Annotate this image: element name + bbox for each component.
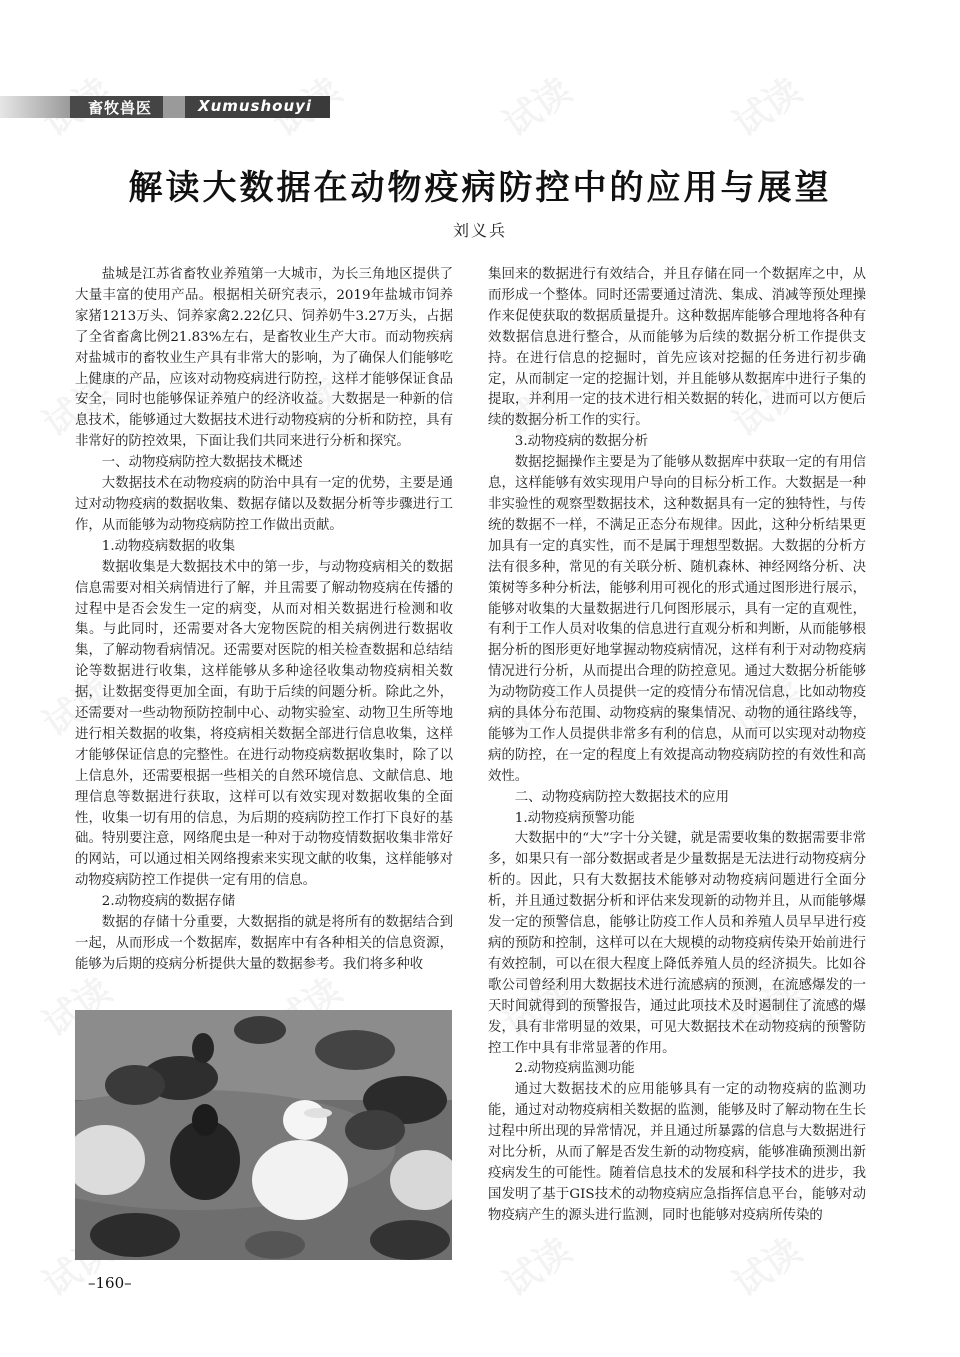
section-heading: 一、动物疫病防控大数据技术概述 xyxy=(101,455,303,471)
section-pinyin: Xumushouyi xyxy=(198,97,313,115)
right-column xyxy=(488,265,866,1227)
subsection-heading: 1.动物疫病预警功能 xyxy=(514,810,635,826)
header-gradient-strip xyxy=(0,96,70,118)
header-divider xyxy=(163,96,185,118)
ducks-photo xyxy=(75,1010,452,1260)
body-paragraph: 数据的存储十分重要，大数据指的就是将所有的数据结合到一起，从而形成一个数据库，数据库中有各种相关的信息资源，能够为后期的疫病分析提供大量的数据参考。我们将多种收 xyxy=(75,915,453,972)
section-heading: 二、动物疫病防控大数据技术的应用 xyxy=(514,789,730,805)
body-paragraph: 通过大数据技术的应用能够具有一定的动物疫病的监测功能，通过对动物疫病相关数据的监测，能够及时了解动物在生长过程中所出现的异常情况，并且通过所暴露的信息与大数据进行对比分析，从而了解是否发生新的动物疫病，能够准确预测出新疫病发生的可能性。随着信息技术的发展和科学技术的进步，我国发明了基于GIS技术的动物疫病应急指挥信息平台，能够对动物疫病产生的源头进行监测，同时也能够对疫病所传染的 xyxy=(488,1082,866,1223)
ducks-illustration xyxy=(75,1010,452,1260)
watermark xyxy=(722,64,810,147)
body-paragraph: 大数据技术在动物疫病的防治中具有一定的优势，主要是通过对动物疫病的数据收集、数据存储以及数据分析等步骤进行工作，从而能够为动物疫病防控工作做出贡献。 xyxy=(75,476,453,533)
article-author: 刘义兵 xyxy=(452,221,507,240)
left-column xyxy=(75,265,453,976)
body-paragraph: 数据挖掘操作主要是为了能够从数据库中获取一定的有用信息，这样能够有效实现用户导向的目标分析工作。大数据是一种非实验性的观察型数据技术，这种数据具有一定的独特性，与传统的数据不一样，不满足正态分布规律。因此，这种分析结果更加具有一定的真实性，而不是属于理想型数据。大数据的分析方法有很多种，常见的有关联分析、随机森林、神经网络分析、决策树等多种分析法，能够利用可视化的形式通过图形进行展示，能够对收集的大量数据进行几何图形展示，具有一定的直观性，有利于工作人员对收集的信息进行直观分析和判断，从而能够根据分析的图形更好地掌握动物疫病情况，这样有利于对动物疫病情况进行分析，从而提出合理的防控意见。通过大数据分析能够为动物防疫工作人员提供一定的疫情分布情况信息，比如动物疫病的具体分布范围、动物疫病的聚集情况、动物的通往路线等，能够为工作人员提供非常多有利的信息，从而可以实现对动物疫病的防控，在一定的程度上有效提高动物疫病防控的有效性和高效性。 xyxy=(488,455,866,784)
journal-section-header xyxy=(0,96,330,118)
section-name: 畜牧兽医 xyxy=(88,99,153,117)
page-number: –160– xyxy=(88,1274,132,1292)
watermark xyxy=(492,64,580,147)
watermark xyxy=(492,1224,580,1307)
subsection-heading: 1.动物疫病数据的收集 xyxy=(101,538,236,554)
subsection-heading: 2.动物疫病监测功能 xyxy=(514,1061,635,1077)
body-paragraph: 大数据中的“大”字十分关键，就是需要收集的数据需要非常多，如果只有一部分数据或者是少量数据是无法进行动物疫病分析的。因此，只有大数据技术能够对动物疫病问题进行全面分析，并且通过数据分析和评估来发现新的动物并且，从而能够爆发一定的预警信息，能够让防疫工作人员和养殖人员早早进行疫病的预防和控制，这样可以在大规模的动物疫病传染开始前进行有效控制，可以在很大程度上降低养殖人员的经济损失。比如谷歌公司曾经利用大数据技术进行流感病的预测，在流感爆发的一天时间就得到的预警报告，通过此项技术及时遏制住了流感的爆发，具有非常明显的效果，可见大数据技术在动物疫病的预警防控工作中具有非常显著的作用。 xyxy=(488,831,866,1056)
body-paragraph: 集回来的数据进行有效结合，并且存储在同一个数据库之中，从而形成一个整体。同时还需要通过清洗、集成、消减等预处理操作来促使获取的数据质量提升。这种数据库能够合理地将各种有效数据信息进行整合，从而能够为后续的数据分析工作提供支持。在进行信息的挖掘时，首先应该对挖掘的任务进行初步确定，从而制定一定的挖掘计划，并且能够从数据库中进行子集的提取，并利用一定的技术进行相关数据的转化，进而可以方便后续的数据分析工作的实行。 xyxy=(488,267,866,429)
subsection-heading: 2.动物疫病的数据存储 xyxy=(101,894,236,910)
subsection-heading: 3.动物疫病的数据分析 xyxy=(514,434,649,450)
watermark xyxy=(722,1224,810,1307)
intro-paragraph: 盐城是江苏省畜牧业养殖第一大城市，为长三角地区提供了大量丰富的使用产品。根据相关研究表示，2019年盐城市饲养家猪1213万头、饲养家禽2.22亿只、饲养奶牛3.27万头，占据了全省畜禽比例21.83%左右，是畜牧业生产大市。而动物疾病对盐城市的畜牧业生产具有非常大的影响，为了确保人们能够吃上健康的产品，应该对动物疫病进行防控，这样才能够保证食品安全，同时也能够保证养殖户的经济收益。大数据是一种新的信息技术，能够通过大数据技术进行动物疫病的分析和防控，具有非常好的防控效果，下面让我们共同来进行分析和探究。 xyxy=(75,267,453,450)
article-title: 解读大数据在动物疫病防控中的应用与展望 xyxy=(128,168,832,208)
body-paragraph: 数据收集是大数据技术中的第一步，与动物疫病相关的数据信息需要对相关病情进行了解，并且需要了解动物疫病在传播的过程中是否会发生一定的病变，从而对相关数据进行检测和收集。与此同时，还需要对各大宠物医院的相关病例进行数据收集，了解动物看病情况。还需要对医院的相关检查数据和总结结论等数据进行收集，这样能够从多种途径收集动物疫病相关数据，让数据变得更加全面，有助于后续的问题分析。除此之外，还需要对一些动物预防控制中心、动物实验室、动物卫生所等地进行相关数据的收集，将疫病相关数据全部进行信息收集，这样才能够保证信息的完整性。在进行动物疫病数据收集时，除了以上信息外，还需要根据一些相关的自然环境信息、文献信息、地理信息等数据进行获取，这样可以有效实现对数据收集的全面性，收集一切有用的信息，为后期的疫病防控工作打下良好的基础。特别要注意，网络爬虫是一种对于动物疫情数据收集非常好的网站，可以通过相关网络搜索来实现文献的收集，这样能够对动物疫病防控工作提供一定有用的信息。 xyxy=(75,559,453,889)
